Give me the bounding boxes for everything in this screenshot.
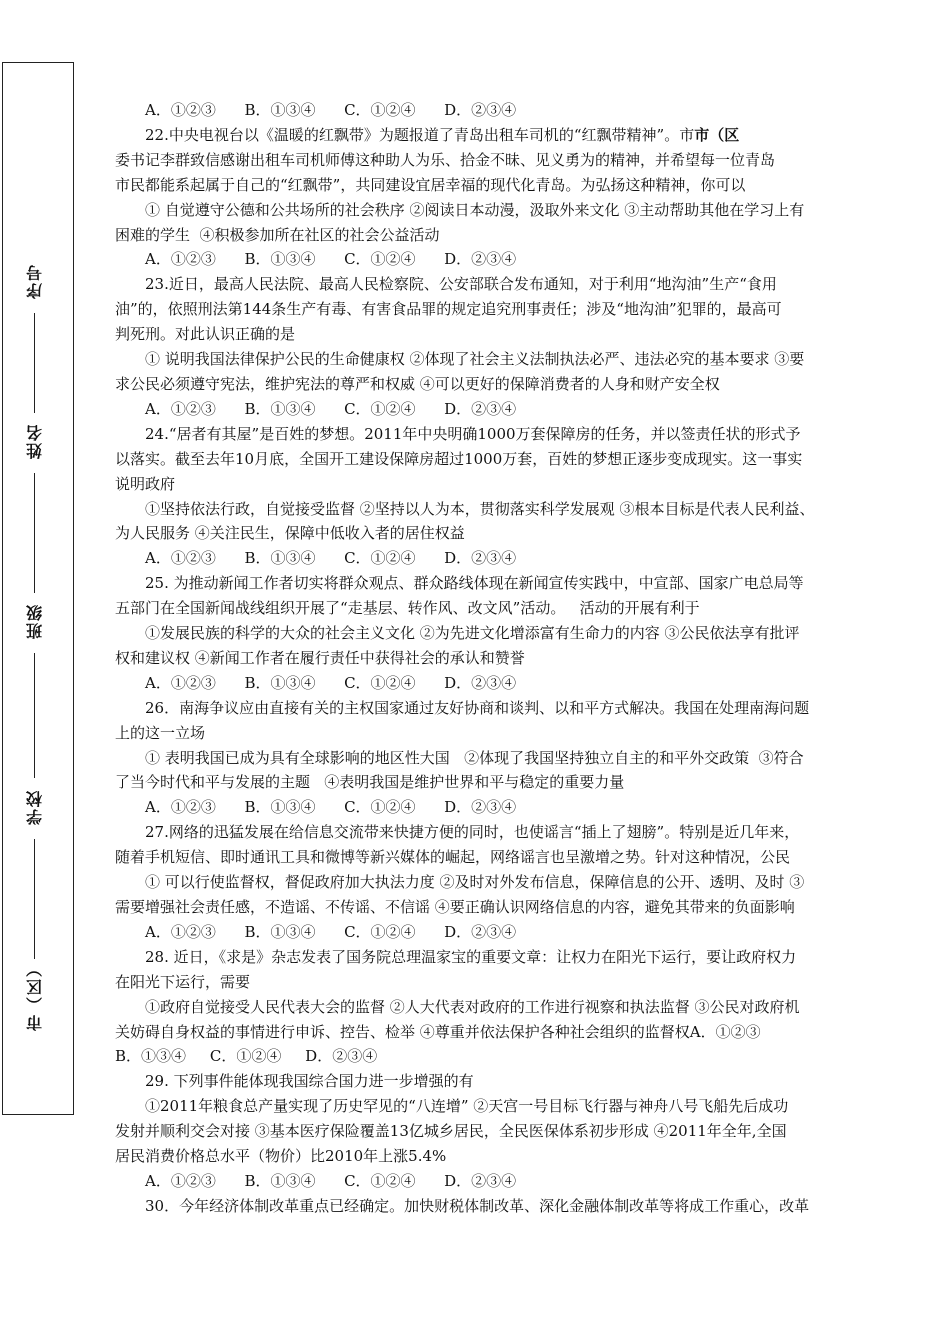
options-line: A．①②③ B．①③④ C．①②④ D．②③④ xyxy=(145,101,517,119)
school-blank-line xyxy=(34,839,35,959)
question-line: 24.“居者有其屋”是百姓的梦想。2011年中央明确1000万套保障房的任务，并以签责任状的形式予 xyxy=(145,424,801,443)
options-line: B．①③④ C．①②④ D．②③④ xyxy=(115,1047,378,1066)
text-line: ①政府自觉接受人民代表大会的监督 ②人大代表对政府的工作进行视察和执法监督 ③公民对政府机 xyxy=(145,997,800,1016)
text-line: 困难的学生 ④积极参加所在社区的社会公益活动 xyxy=(115,225,440,244)
text-line: 委书记李群致信感谢出租车司机师傅这种助人为乐、拾金不昧、见义勇为的精神，并希望每一位青岛 xyxy=(115,150,776,169)
question-line: 26．南海争议应由直接有关的主权国家通过友好协商和谈判、以和平方式解决。我国在处理南海问题 xyxy=(145,698,810,717)
city-label: 市（区） xyxy=(25,959,45,1031)
question-line: 22.中央电视台以《温暖的红飘带》为题报道了青岛出租车司机的“红飘带精神”。市市（区 xyxy=(145,125,740,144)
school-label: 学校 xyxy=(25,789,45,825)
options-line: A．①②③ B．①③④ C．①②④ D．②③④ xyxy=(145,798,517,817)
text-line: ① 表明我国已成为具有全球影响的地区性大国 ②体现了我国坚持独立自主的和平外交政策 ③符合 xyxy=(145,748,804,767)
line-suffix: 市（区 xyxy=(694,125,740,144)
exam-text xyxy=(115,98,893,1219)
text-line: 为人民服务 ④关注民生，保障中低收入者的居住权益 xyxy=(115,524,465,543)
options-line: A．①②③ B．①③④ C．①②④ D．②③④ xyxy=(145,549,517,568)
text-line: 五部门在全国新闻战线组织开展了“走基层、转作风、改文风”活动。 活动的开展有利于 xyxy=(115,599,700,618)
class-blank-line xyxy=(34,653,35,778)
options-line: A．①②③ B．①③④ C．①②④ D．②③④ xyxy=(145,1171,517,1190)
text-line: 需要增强社会责任感，不造谣、不传谣、不信谣 ④要正确认识网络信息的内容，避免其带来的负面影响 xyxy=(115,898,795,916)
text-line: ①发展民族的科学的大众的社会主义文化 ②为先进文化增添富有生命力的内容 ③公民依法享有批评 xyxy=(145,624,800,643)
seq-label: 序号 xyxy=(25,263,45,299)
text-line: 在阳光下运行，需要 xyxy=(115,972,251,991)
seq-blank-line xyxy=(34,313,35,413)
text-line: 判死刑。对此认识正确的是 xyxy=(115,325,296,344)
text-line: 求公民必须遵守宪法，维护宪法的尊严和权威 ④可以更好的保障消费者的人身和财产安全权 xyxy=(115,374,720,393)
options-line: A．①②③ B．①③④ C．①②④ D．②③④ xyxy=(145,250,517,269)
text-line: 以落实。截至去年10月底，全国开工建设保障房超过1000万套，百姓的梦想正逐步变成现实。这一事实 xyxy=(115,449,803,468)
text-line: ①2011年粮食总产量实现了历史罕见的“八连增” ②天宫一号目标飞行器与神舟八号飞船先后成功 xyxy=(145,1097,789,1116)
name-label: 姓名 xyxy=(25,423,45,459)
class-label: 班级 xyxy=(25,603,45,639)
text-line: 随着手机短信、即时通讯工具和微博等新兴媒体的崛起，网络谣言也呈激增之势。针对这种情况，公民 xyxy=(115,848,791,867)
text-line: 了当今时代和平与发展的主题 ④表明我国是维护世界和平与稳定的重要力量 xyxy=(115,773,625,792)
text-line: ① 自觉遵守公德和公共场所的社会秩序 ②阅读日本动漫，汲取外来文化 ③主动帮助其他在学习上有 xyxy=(145,200,805,219)
options-line: A．①②③ B．①③④ C．①②④ D．②③④ xyxy=(145,673,517,692)
text-line: 居民消费价格总水平（物价）比2010年上涨5.4% xyxy=(115,1147,447,1166)
question-line: 25. 为推动新闻工作者切实将群众观点、群众路线体现在新闻宣传实践中，中宣部、国家广电总局等 xyxy=(145,574,804,593)
question-line: 29. 下列事件能体现我国综合国力进一步增强的有 xyxy=(145,1072,474,1091)
text-line: 关妨碍自身权益的事情进行申诉、控告、检举 ④尊重并依法保护各种社会组织的监督权A．①②③ xyxy=(115,1022,761,1041)
options-line: A．①②③ B．①③④ C．①②④ D．②③④ xyxy=(145,399,517,418)
text-line: ① 说明我国法律保护公民的生命健康权 ②体现了社会主义法制执法必严、违法必究的基本要求 ③要 xyxy=(145,350,805,369)
question-line: 30．今年经济体制改革重点已经确定。加快财税体制改革、深化金融体制改革等将成工作重心，改革 xyxy=(145,1196,810,1215)
name-blank-line xyxy=(34,473,35,593)
question-line: 27.网络的迅猛发展在给信息交流带来快捷方便的同时，也使谣言“插上了翅膀”。特别是近几年来， xyxy=(145,823,800,842)
text-line: 权和建议权 ④新闻工作者在履行责任中获得社会的承认和赞誉 xyxy=(115,648,525,667)
text-line: 说明政府 xyxy=(115,474,176,493)
text-line: 上的这一立场 xyxy=(115,723,206,742)
text-line: ① 可以行使监督权，督促政府加大执法力度 ②及时对外发布信息，保障信息的公开、透明、及时 ③ xyxy=(145,873,805,892)
student-info-sidebar xyxy=(2,62,74,1115)
text-line: 市民都能系起属于自己的“红飘带”，共同建设宜居幸福的现代化青岛。为弘扬这种精神，你可以 xyxy=(115,175,746,194)
question-line: 23.近日，最高人民法院、最高人民检察院、公安部联合发布通知，对于利用“地沟油”生产“食用 xyxy=(145,275,777,294)
options-line: A．①②③ B．①③④ C．①②④ D．②③④ xyxy=(145,922,517,941)
text-line: 发射并顺利交会对接 ③基本医疗保险覆盖13亿城乡居民，全民医保体系初步形成 ④2011年全年,全国 xyxy=(115,1122,787,1141)
text-line: 油”的，依照刑法第144条生产有毒、有害食品罪的规定追究刑事责任；涉及“地沟油”犯罪的，最高可 xyxy=(115,300,782,319)
text-line: ①坚持依法行政，自觉接受监督 ②坚持以人为本，贯彻落实科学发展观 ③根本目标是代表人民利益、 xyxy=(145,499,815,518)
question-line: 28. 近日，《求是》杂志发表了国务院总理温家宝的重要文章：让权力在阳光下运行，要让政府权力 xyxy=(145,947,797,966)
